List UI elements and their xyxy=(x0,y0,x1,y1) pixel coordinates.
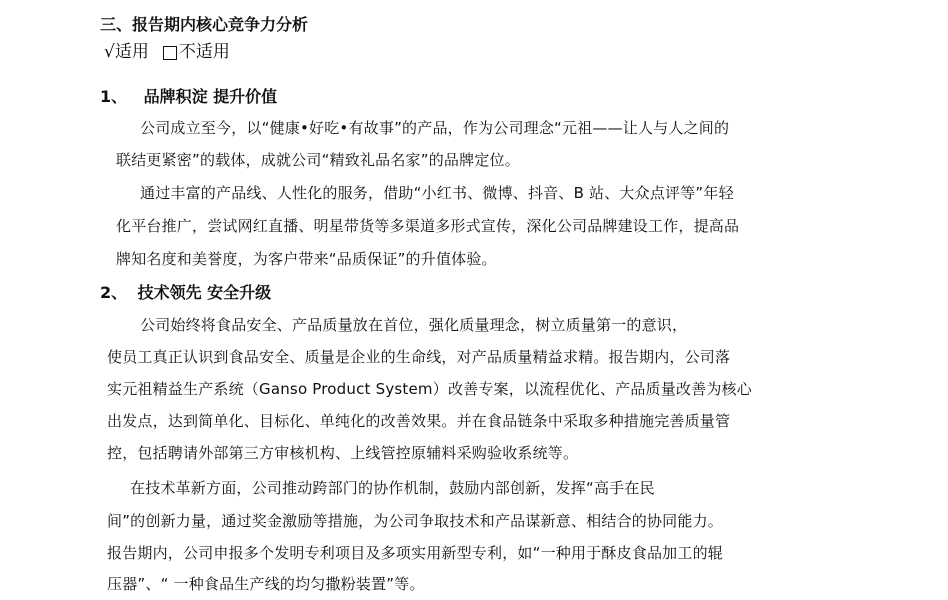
paragraph-line: 使员工真正认识到食品安全、质量是企业的生命线，对产品质量精益求精。报告期内，公司落 xyxy=(107,348,731,366)
paragraph-line: 公司成立至今，以“健康•好吃•有故事”的产品，作为公司理念“元祖——让人与人之间的 xyxy=(140,119,730,137)
paragraph-line: 控，包括聘请外部第三方审核机构、上线管控原辅料采购验收系统等。 xyxy=(107,444,579,462)
paragraph-line: 公司始终将食品安全、产品质量放在首位，强化质量理念，树立质量第一的意识， xyxy=(140,316,688,334)
paragraph-line: 在技术革新方面，公司推动跨部门的协作机制，鼓励内部创新，发挥“高手在民 xyxy=(130,479,655,497)
not-applicable-label: 不适用 xyxy=(178,42,230,62)
check-mark-icon: √ xyxy=(104,42,115,62)
section-number: 1、 xyxy=(100,87,128,106)
empty-checkbox-icon xyxy=(163,46,177,60)
applicable-label: 适用 xyxy=(114,42,149,62)
paragraph-line: 化平台推广，尝试网红直播、明星带货等多渠道多形式宣传，深化公司品牌建设工作，提高品 xyxy=(116,217,740,235)
paragraph-line: 通过丰富的产品线、人性化的服务，借助“小红书、微博、抖音、B 站、大众点评等”年轻 xyxy=(140,184,734,202)
paragraph-line: 压器”、“ 一种食品生产线的均匀撒粉装置”等。 xyxy=(107,575,425,593)
paragraph-line: 牌知名度和美誉度，为客户带来“品质保证”的升值体验。 xyxy=(116,250,497,268)
section-number: 2、 xyxy=(100,283,128,302)
paragraph-line: 实元祖精益生产系统（Ganso Product System）改善专案，以流程优化、产品质量改善为核心 xyxy=(107,380,752,398)
paragraph-line: 间”的创新力量，通过奖金激励等措施，为公司争取技术和产品谋新意、相结合的协同能力。 xyxy=(107,512,723,530)
section-heading xyxy=(100,285,271,301)
section-title: 三、报告期内核心竞争力分析 xyxy=(100,15,309,34)
section-heading xyxy=(100,89,277,105)
paragraph-line: 报告期内，公司申报多个发明专利项目及多项实用新型专利，如“一种用于酥皮食品加工的辊 xyxy=(107,544,723,562)
section-heading-text: 品牌积淀 提升价值 xyxy=(143,87,278,106)
applicability-row xyxy=(104,44,230,61)
paragraph-line: 联结更紧密”的载体，成就公司“精致礼品名家”的品牌定位。 xyxy=(116,151,520,169)
section-heading-text: 技术领先 安全升级 xyxy=(137,283,272,302)
paragraph-line: 出发点，达到简单化、目标化、单纯化的改善效果。并在食品链条中采取多种措施完善质量管 xyxy=(107,412,731,430)
